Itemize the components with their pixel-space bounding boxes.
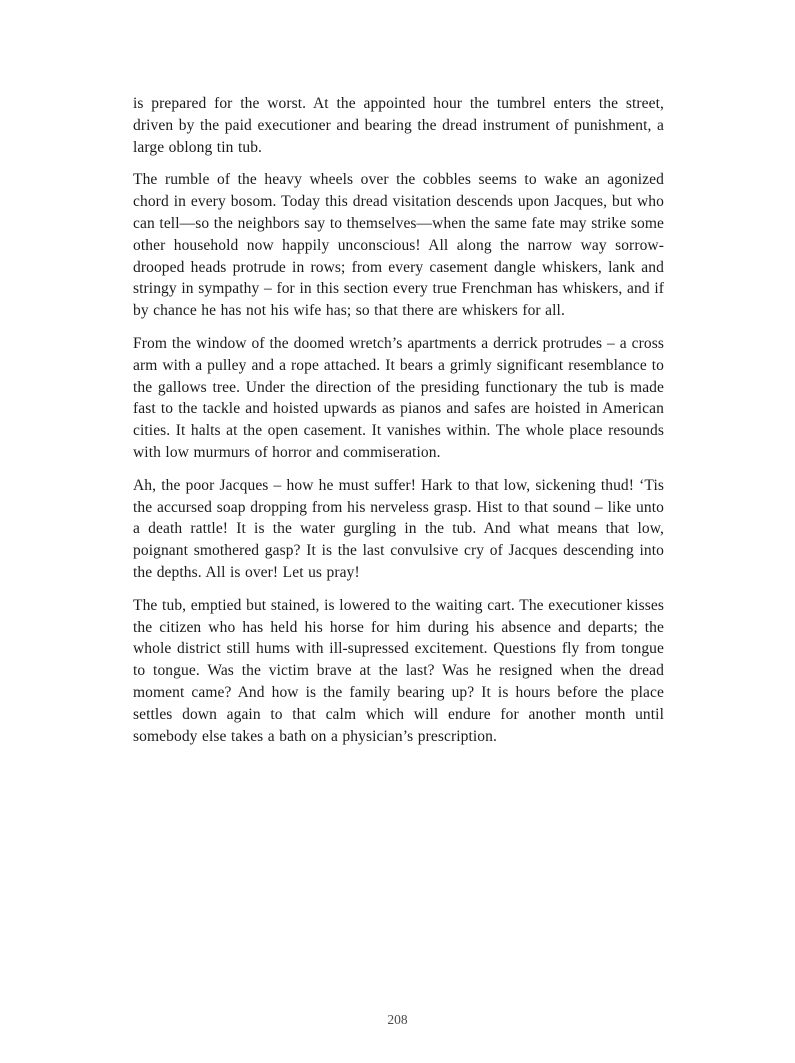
paragraph-3: From the window of the doomed wretch’s apartments a derrick protrudes – a cross arm with a pulley and a rope attached. It bears a grimly significant resemblance to the gallows tree. Under the direction of the presiding functionary the tub is made fast to the tackle and hoisted upwards as pianos and safes are hoisted in American cities. It halts at the open casement. It vanishes within. The whole place resounds with low murmurs of horror and commiseration. <box>133 334 664 461</box>
page-number: 208 <box>387 1012 408 1027</box>
paragraph-2: The rumble of the heavy wheels over the cobbles seems to wake an agonized chord in every bosom. Today this dread visitation descends upon Jacques, but who can tell—so the neighbors say to themselves—when the same fate may strike some other household now happily unconscious! All along the narrow way sorrow-drooped heads protrude in rows; from every casement dangle whiskers, lank and stringy in sympathy – for in this section every true Frenchman has whiskers, and if by chance he has not his wife has; so that there are whiskers for all. <box>133 171 664 320</box>
paragraph-1: is prepared for the worst. At the appointed hour the tumbrel enters the street, driven by the paid executioner and bearing the dread instrument of punishment, a large oblong tin tub. <box>133 95 664 156</box>
paragraph-4: Ah, the poor Jacques – how he must suffer! Hark to that low, sickening thud! ‘Tis the accursed soap dropping from his nerveless grasp. Hist to that sound – like unto a death rattle! It is the water gurgling in the tub. And what means that low, poignant smothered gasp? It is the last convulsive cry of Jacques descending into the depths. All is over! Let us pray! <box>133 476 664 581</box>
paragraph-5: The tub, emptied but stained, is lowered to the waiting cart. The executioner kisses the citizen who has held his horse for him during his absence and departs; the whole district still hums with ill-supressed excitement. Questions fly from tongue to tongue. Was the victim brave at the last? Was he resigned when the dread moment came? And how is the family bearing up? It is hours before the place settles down again to that calm which will endure for another month until somebody else takes a bath on a physician’s prescription. <box>133 596 664 745</box>
body-text <box>133 93 664 758</box>
